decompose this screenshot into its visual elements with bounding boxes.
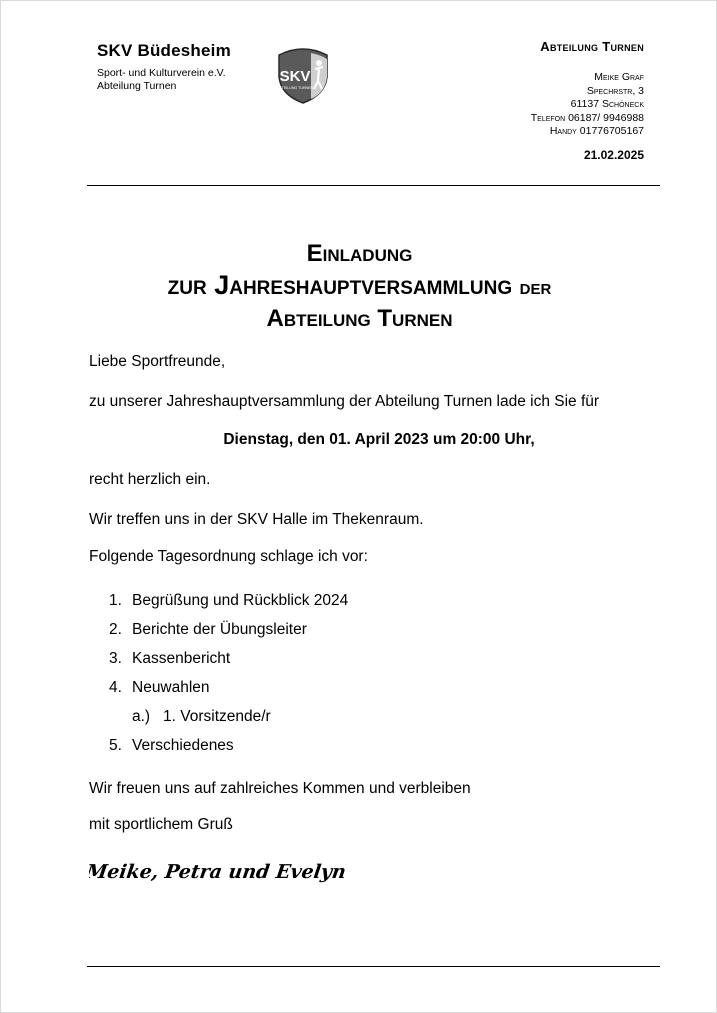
closing-line1: Wir freuen uns auf zahlreiches Kommen und verbleiben <box>89 780 471 797</box>
closing-line2: mit sportlichem Gruß <box>89 816 233 833</box>
sender-street: Spechrstr, 3 <box>586 84 644 97</box>
logo-subtext: ABTEILUNG TURNEN <box>276 86 314 90</box>
handwritten-signature <box>89 853 349 889</box>
agenda-item: 4. Neuwahlen <box>109 679 210 696</box>
agenda-intro: Folgende Tagesordnung schlage ich vor: <box>89 548 368 565</box>
title-line2-tail: der <box>519 274 552 299</box>
agenda-item: 3. Kassenbericht <box>109 650 231 667</box>
sender-mobile: Handy 01776705167 <box>549 125 644 137</box>
agenda-item: 5. Verschiedenes <box>109 737 234 754</box>
letter-title <box>61 239 658 335</box>
club-subtitle-line2: Abteilung Turnen <box>97 79 177 92</box>
header-divider <box>87 185 660 186</box>
club-subtitle <box>97 67 272 92</box>
title-line2 <box>61 269 658 303</box>
title-line3: Abteilung Turnen <box>266 305 453 332</box>
club-header <box>97 41 272 92</box>
meeting-datetime: Dienstag, den 01. April 2023 um 20:00 Uhr, <box>223 431 535 448</box>
club-subtitle-line1: Sport- und Kulturverein e.V. <box>97 67 226 79</box>
shield-logo-icon <box>275 45 331 105</box>
agenda-item: 2. Berichte der Übungsleiter <box>109 621 307 638</box>
agenda-list <box>109 586 669 760</box>
letter-body <box>89 353 669 834</box>
sender-name: Meike Graf <box>594 71 644 83</box>
sender-block <box>384 39 644 162</box>
club-name: SKV Büdesheim <box>97 41 231 60</box>
sender-city: 61137 Schöneck <box>570 98 644 110</box>
sender-address <box>384 71 644 139</box>
location-text: Wir treffen uns in der SKV Halle im Thekenraum. <box>89 511 424 528</box>
title-line2-main: zur Jahreshauptversammlung <box>167 270 513 300</box>
signature-text: Meike, Petra und Evelyn <box>89 860 348 883</box>
logo-text: SKV <box>279 68 311 85</box>
invite-text: recht herzlich ein. <box>89 471 211 488</box>
agenda-subitem: a.) 1. Vorsitzende/r <box>132 708 271 725</box>
agenda-item: 1. Begrüßung und Rückblick 2024 <box>109 592 349 609</box>
sender-department: Abteilung Turnen <box>540 39 644 54</box>
sender-phone: Telefon 06187/ 9946988 <box>530 111 644 124</box>
letter-date: 21.02.2025 <box>583 147 644 162</box>
intro-text: zu unserer Jahreshauptversammlung der Abteilung Turnen lade ich Sie für <box>89 393 600 410</box>
club-logo <box>275 45 331 105</box>
footer-divider <box>87 966 660 967</box>
title-line1: Einladung <box>306 240 413 267</box>
greeting: Liebe Sportfreunde, <box>89 353 226 370</box>
